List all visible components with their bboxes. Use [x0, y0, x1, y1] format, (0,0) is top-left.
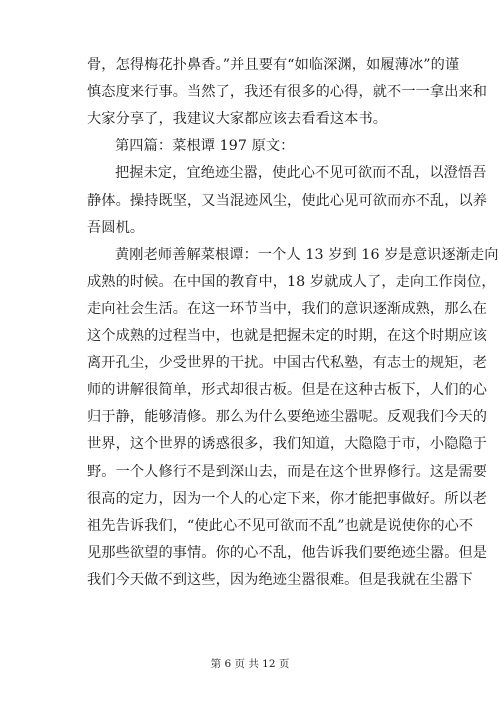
- text-line: 很高的定力，因为一个人的心定下来，你才能把事做好。所以老: [87, 490, 488, 507]
- text-line: 离开孔尘，少受世界的干扰。中国古代私塾，有志士的规矩，老: [87, 355, 488, 372]
- text-line: 见那些欲望的事情。你的心不乱，他告诉我们要绝迹尘嚣。但是: [87, 544, 488, 561]
- section-heading: 第四篇：菜根谭 197 原文：: [115, 138, 295, 155]
- text-line: 走向社会生活。在这一环节当中，我们的意识逐渐成熟，那么在: [87, 300, 488, 317]
- text-line: 归于静，能够清修。那么为什么要绝迹尘嚣呢。反观我们今天的: [87, 409, 488, 426]
- text-line: 野。一个人修行不是到深山去，而是在这个世界修行。这是需要: [87, 463, 488, 480]
- text-line: 骨，怎得梅花扑鼻香。”并且要有“如临深渊，如履薄冰”的谨: [87, 57, 460, 73]
- text-line: 祖先告诉我们，“使此心不见可欲而不乱”也就是说使你的心不: [87, 517, 474, 534]
- text-line: 慎态度来行事。当然了，我还有很多的心得，就不一一拿出来和: [87, 84, 488, 101]
- text-line: 世界，这个世界的诱惑很多，我们知道，大隐隐于市，小隐隐于: [87, 436, 488, 453]
- text-line: 吾圆机。: [87, 219, 145, 236]
- text-line: 静体。操持既坚，又当混迹风尘，使此心见可欲而亦不乱，以养: [87, 192, 488, 209]
- text-line: 黄刚老师善解菜根谭：一个人 13 岁到 16 岁是意识逐渐走向: [115, 246, 499, 263]
- text-line: 我们今天做不到这些，因为绝迹尘嚣很难。但是我就在尘嚣下: [87, 571, 473, 588]
- text-line: 这个成熟的过程当中，也就是把握未定的时期，在这个时期应该: [87, 328, 488, 344]
- text-line: 把握未定，宜绝迹尘嚣，使此心不见可欲而不乱，以澄悟吾: [115, 165, 487, 182]
- text-line: 师的讲解很简单，形式却很古板。但是在这种古板下，人们的心: [87, 382, 488, 399]
- text-line: 大家分享了，我建议大家都应该去看看这本书。: [87, 111, 388, 128]
- text-line: 成熟的时候。在中国的教育中，18 岁就成人了，走向工作岗位，: [87, 273, 496, 290]
- page-number-footer: 第 6 页 共 12 页: [210, 658, 290, 670]
